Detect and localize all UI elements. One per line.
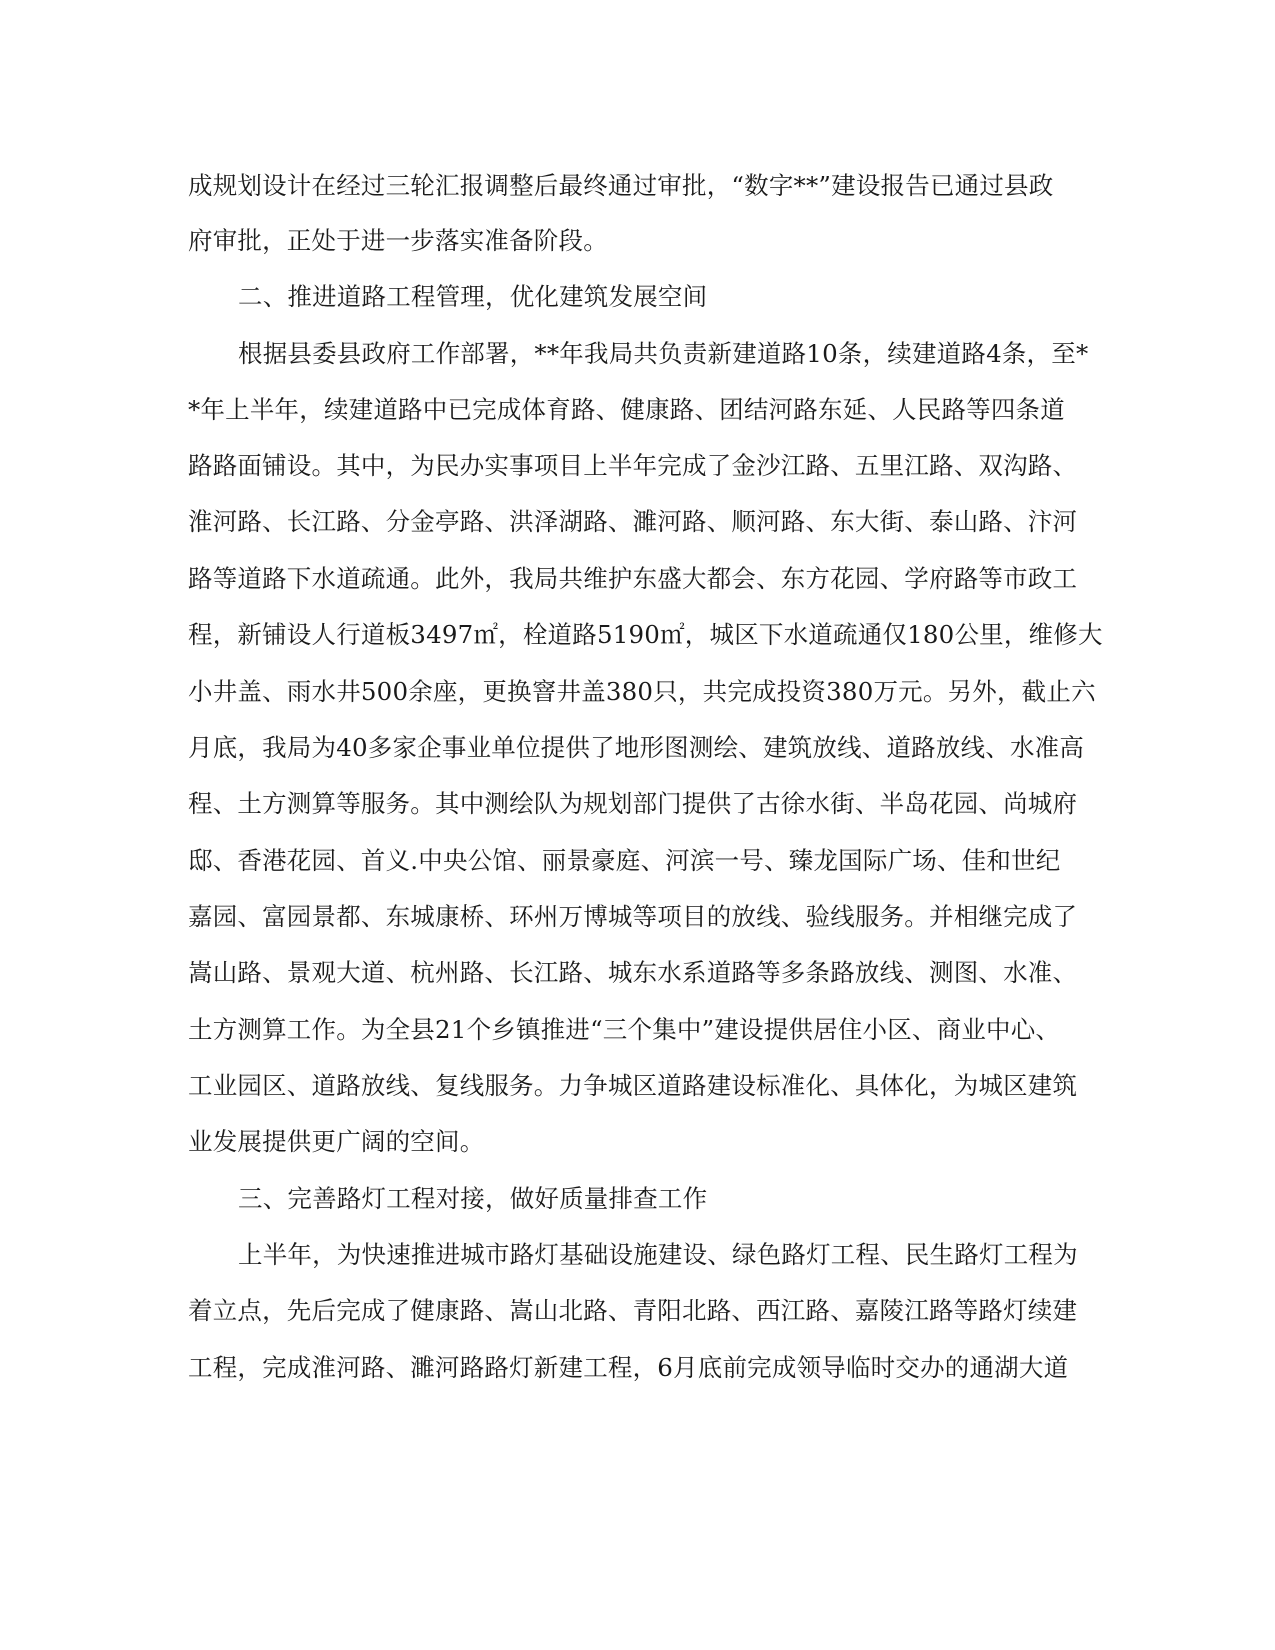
section-heading: 二、推进道路工程管理，优化建筑发展空间 [238,282,708,311]
text-line: 上半年，为快速推进城市路灯基础设施建设、绿色路灯工程、民生路灯工程为 [238,1240,1078,1269]
section-heading: 三、完善路灯工程对接，做好质量排查工作 [238,1184,708,1213]
text-line: 根据县委县政府工作部署，**年我局共负责新建道路10条，续建道路4条，至* [238,339,1089,368]
text-line: 工程，完成淮河路、濉河路路灯新建工程，6月底前完成领导临时交办的通湖大道 [188,1353,1069,1382]
text-line: 程、土方测算等服务。其中测绘队为规划部门提供了古徐水街、半岛花园、尚城府 [188,789,1078,818]
text-line: 嵩山路、景观大道、杭州路、长江路、城东水系道路等多条路放线、测图、水准、 [188,958,1078,987]
text-line: 路等道路下水道疏通。此外，我局共维护东盛大都会、东方花园、学府路等市政工 [188,564,1078,593]
text-line: 月底，我局为40多家企事业单位提供了地形图测绘、建筑放线、道路放线、水准高 [188,733,1085,762]
text-line: 成规划设计在经过三轮汇报调整后最终通过审批，“数字**”建设报告已通过县政 [188,171,1054,200]
text-line: 路路面铺设。其中，为民办实事项目上半年完成了金沙江路、五里江路、双沟路、 [188,451,1078,480]
text-line: 邸、香港花园、首义.中央公馆、丽景豪庭、河滨一号、臻龙国际广场、佳和世纪 [188,846,1061,875]
text-line: 土方测算工作。为全县21个乡镇推进“三个集中”建设提供居住小区、商业中心、 [188,1015,1061,1044]
text-line: *年上半年，续建道路中已完成体育路、健康路、团结河路东延、人民路等四条道 [188,395,1065,424]
text-line: 嘉园、富园景都、东城康桥、环州万博城等项目的放线、验线服务。并相继完成了 [188,902,1078,931]
text-line: 着立点，先后完成了健康路、嵩山北路、青阳北路、西江路、嘉陵江路等路灯续建 [188,1296,1078,1325]
text-line: 程，新铺设人行道板3497㎡，栓道路5190㎡，城区下水道疏通仅180公里，维修大 [188,620,1103,649]
text-line: 小井盖、雨水井500余座，更换窨井盖380只，共完成投资380万元。另外，截止六 [188,677,1096,706]
text-line: 淮河路、长江路、分金亭路、洪泽湖路、濉河路、顺河路、东大街、泰山路、汴河 [188,507,1078,536]
text-line: 业发展提供更广阔的空间。 [188,1127,485,1156]
text-line: 工业园区、道路放线、复线服务。力争城区道路建设标准化、具体化，为城区建筑 [188,1071,1078,1100]
text-line: 府审批，正处于进一步落实准备阶段。 [188,226,608,255]
